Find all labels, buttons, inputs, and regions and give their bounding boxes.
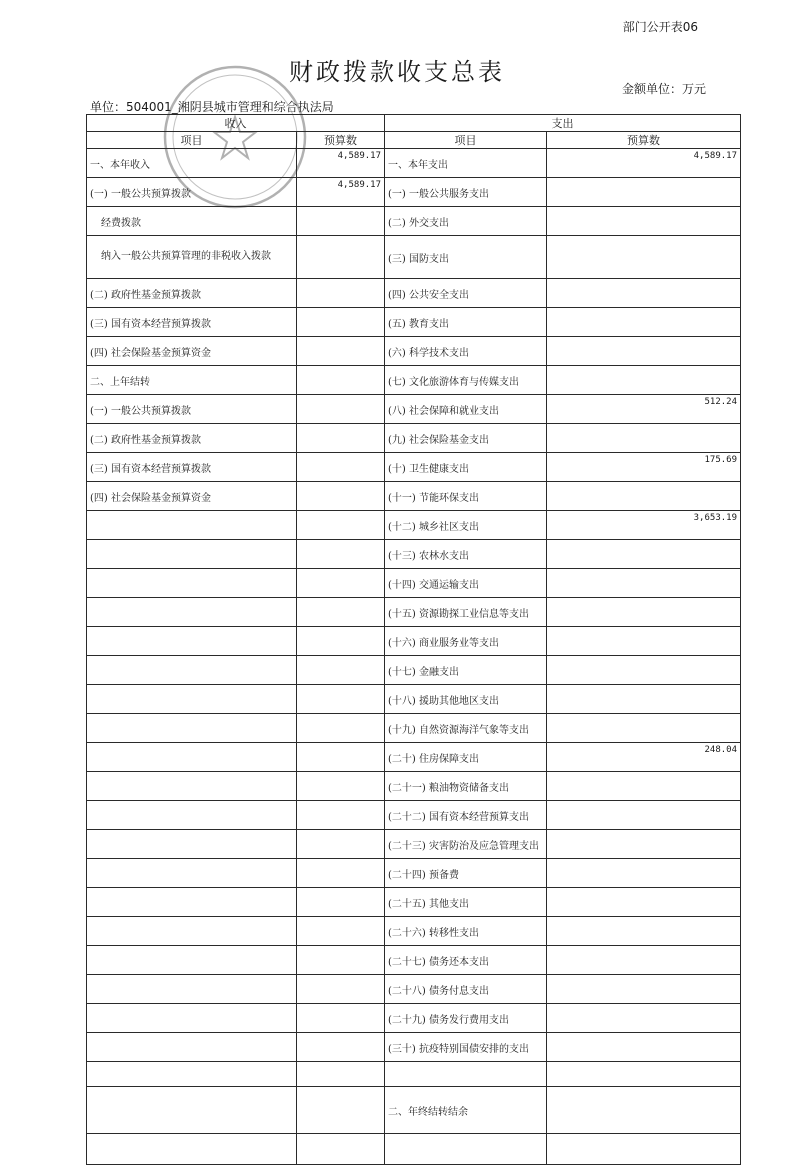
- table-row: [87, 511, 741, 540]
- table-row: [87, 1087, 741, 1134]
- expense-item-cell: (十三) 农林水支出: [385, 540, 547, 569]
- expense-budget-cell: 248.04: [547, 743, 741, 772]
- income-item-cell: (三) 国有资本经营预算拨款: [87, 453, 297, 482]
- expense-budget-cell: [547, 337, 741, 366]
- income-item-cell: (一) 一般公共预算拨款: [87, 395, 297, 424]
- table-row: [87, 888, 741, 917]
- table-row: [87, 569, 741, 598]
- expense-budget-cell: [547, 1062, 741, 1087]
- income-item-cell: (二) 政府性基金预算拨款: [87, 424, 297, 453]
- table-row: [87, 453, 741, 482]
- table-row: [87, 279, 741, 308]
- expense-item-cell: (二十二) 国有资本经营预算支出: [385, 801, 547, 830]
- table-row: [87, 540, 741, 569]
- expense-budget-cell: 512.24: [547, 395, 741, 424]
- table-row: [87, 917, 741, 946]
- expense-budget-cell: [547, 917, 741, 946]
- table-row: [87, 772, 741, 801]
- table-row: [87, 424, 741, 453]
- income-item-cell: [87, 540, 297, 569]
- expense-item-cell: (二十六) 转移性支出: [385, 917, 547, 946]
- income-budget-cell: [297, 1033, 385, 1062]
- income-budget-cell: [297, 627, 385, 656]
- expense-budget-cell: [547, 1087, 741, 1134]
- table-row: [87, 149, 741, 178]
- expense-budget-cell: [547, 946, 741, 975]
- expense-item-cell: (二) 外交支出: [385, 207, 547, 236]
- income-budget-cell: [297, 337, 385, 366]
- income-budget-cell: [297, 685, 385, 714]
- income-budget-cell: [297, 395, 385, 424]
- income-item-cell: [87, 801, 297, 830]
- expense-budget-cell: [547, 801, 741, 830]
- income-item-cell: (一) 一般公共预算拨款: [87, 178, 297, 207]
- income-budget-cell: [297, 482, 385, 511]
- expense-item-cell: (一) 一般公共服务支出: [385, 178, 547, 207]
- table-row: [87, 308, 741, 337]
- income-item-cell: [87, 511, 297, 540]
- income-budget-cell: [297, 888, 385, 917]
- income-budget-cell: [297, 714, 385, 743]
- expense-item-cell: (二十) 住房保障支出: [385, 743, 547, 772]
- income-item-cell: [87, 627, 297, 656]
- income-budget-cell: [297, 540, 385, 569]
- table-row: [87, 207, 741, 236]
- table-row: [87, 830, 741, 859]
- expense-item-cell: (二十八) 债务付息支出: [385, 975, 547, 1004]
- table-row: [87, 1004, 741, 1033]
- expense-budget-cell: [547, 279, 741, 308]
- expense-item-cell: [385, 1062, 547, 1087]
- income-item-cell: 二、上年结转: [87, 366, 297, 395]
- expense-item-cell: (三十) 抗疫特别国债安排的支出: [385, 1033, 547, 1062]
- income-budget-cell: [297, 1004, 385, 1033]
- income-item-cell: [87, 598, 297, 627]
- expense-budget-cell: [547, 1004, 741, 1033]
- income-item-cell: [87, 714, 297, 743]
- table-row: [87, 1134, 741, 1165]
- income-item-cell: [87, 772, 297, 801]
- income-budget-cell: [297, 1134, 385, 1165]
- income-item-cell: (四) 社会保险基金预算资金: [87, 337, 297, 366]
- income-item-cell: [87, 1033, 297, 1062]
- expense-budget-cell: [547, 236, 741, 279]
- income-item-cell: (三) 国有资本经营预算拨款: [87, 308, 297, 337]
- expense-budget-cell: [547, 1033, 741, 1062]
- income-item-cell: [87, 656, 297, 685]
- income-item-cell: [87, 1004, 297, 1033]
- income-budget-cell: [297, 917, 385, 946]
- income-item-cell: [87, 946, 297, 975]
- income-budget-column-header: 预算数: [297, 132, 385, 149]
- expense-budget-cell: [547, 685, 741, 714]
- expense-item-cell: (四) 公共安全支出: [385, 279, 547, 308]
- expense-budget-cell: [547, 772, 741, 801]
- expense-budget-cell: [547, 888, 741, 917]
- expense-budget-cell: [547, 569, 741, 598]
- expense-budget-column-header: 预算数: [547, 132, 741, 149]
- income-budget-cell: [297, 366, 385, 395]
- income-item-cell: [87, 888, 297, 917]
- income-budget-cell: [297, 656, 385, 685]
- document-id: 部门公开表06: [622, 20, 698, 34]
- table-row: [87, 236, 741, 279]
- table-row: [87, 656, 741, 685]
- expense-item-cell: (十七) 金融支出: [385, 656, 547, 685]
- expense-budget-cell: [547, 366, 741, 395]
- expense-budget-cell: [547, 482, 741, 511]
- section-header-row: [87, 115, 741, 132]
- expense-budget-cell: [547, 975, 741, 1004]
- income-budget-cell: [297, 975, 385, 1004]
- income-budget-cell: [297, 279, 385, 308]
- income-budget-cell: [297, 207, 385, 236]
- expense-budget-cell: [547, 424, 741, 453]
- expense-item-cell: (十六) 商业服务业等支出: [385, 627, 547, 656]
- income-budget-cell: [297, 424, 385, 453]
- table-row: [87, 627, 741, 656]
- income-item-cell: 经费拨款: [87, 207, 297, 236]
- expense-item-cell: (二十三) 灾害防治及应急管理支出: [385, 830, 547, 859]
- income-item-cell: (四) 社会保险基金预算资金: [87, 482, 297, 511]
- expense-item-cell: (十五) 资源勘探工业信息等支出: [385, 598, 547, 627]
- income-budget-cell: [297, 743, 385, 772]
- expense-item-cell: 一、本年支出: [385, 149, 547, 178]
- expense-item-cell: (五) 教育支出: [385, 308, 547, 337]
- income-budget-cell: [297, 511, 385, 540]
- income-item-cell: [87, 1062, 297, 1087]
- amount-unit-label: 金额单位：万元: [621, 82, 706, 96]
- expense-item-cell: (十二) 城乡社区支出: [385, 511, 547, 540]
- income-item-cell: [87, 1134, 297, 1165]
- expense-budget-cell: 4,589.17: [547, 149, 741, 178]
- expense-item-cell: 二、年终结转结余: [385, 1087, 547, 1134]
- table-row: [87, 946, 741, 975]
- income-budget-cell: [297, 236, 385, 279]
- income-item-cell: [87, 859, 297, 888]
- expense-item-cell: (十四) 交通运输支出: [385, 569, 547, 598]
- income-item-cell: [87, 1087, 297, 1134]
- expense-item-cell: (六) 科学技术支出: [385, 337, 547, 366]
- finance-summary-table: [86, 114, 741, 1165]
- expense-item-cell: (八) 社会保障和就业支出: [385, 395, 547, 424]
- income-section-header: 收入: [87, 115, 385, 132]
- expense-item-cell: (十一) 节能环保支出: [385, 482, 547, 511]
- income-budget-cell: [297, 830, 385, 859]
- table-row: [87, 859, 741, 888]
- column-header-row: [87, 132, 741, 149]
- table-row: [87, 685, 741, 714]
- table-row: [87, 743, 741, 772]
- income-budget-cell: [297, 598, 385, 627]
- expense-item-cell: (二十四) 预备费: [385, 859, 547, 888]
- income-item-cell: [87, 830, 297, 859]
- expense-item-cell: (九) 社会保险基金支出: [385, 424, 547, 453]
- expense-budget-cell: [547, 627, 741, 656]
- expense-budget-cell: [547, 598, 741, 627]
- expense-item-cell: (七) 文化旅游体育与传媒支出: [385, 366, 547, 395]
- income-budget-cell: [297, 801, 385, 830]
- expense-item-cell: (十) 卫生健康支出: [385, 453, 547, 482]
- table-row: [87, 1033, 741, 1062]
- expense-budget-cell: 175.69: [547, 453, 741, 482]
- expense-budget-cell: [547, 540, 741, 569]
- income-item-cell: [87, 569, 297, 598]
- income-budget-cell: 4,589.17: [297, 178, 385, 207]
- expense-item-cell: (二十七) 债务还本支出: [385, 946, 547, 975]
- income-budget-cell: 4,589.17: [297, 149, 385, 178]
- table-row: [87, 1062, 741, 1087]
- income-budget-cell: [297, 772, 385, 801]
- page-title: 财政拨款收支总表: [289, 58, 505, 86]
- income-item-cell: 纳入一般公共预算管理的非税收入拨款: [87, 236, 297, 279]
- table-row: [87, 598, 741, 627]
- expense-item-column-header: 项目: [385, 132, 547, 149]
- income-item-cell: (二) 政府性基金预算拨款: [87, 279, 297, 308]
- expense-item-cell: (二十九) 债务发行费用支出: [385, 1004, 547, 1033]
- income-budget-cell: [297, 946, 385, 975]
- expense-budget-cell: 3,653.19: [547, 511, 741, 540]
- table-row: [87, 366, 741, 395]
- table-row: [87, 714, 741, 743]
- expense-budget-cell: [547, 308, 741, 337]
- income-budget-cell: [297, 1062, 385, 1087]
- income-item-cell: 一、本年收入: [87, 149, 297, 178]
- unit-name-label: 单位：504001_湘阴县城市管理和综合执法局: [90, 100, 334, 114]
- expense-item-cell: [385, 1134, 547, 1165]
- expense-budget-cell: [547, 178, 741, 207]
- table-row: [87, 801, 741, 830]
- income-budget-cell: [297, 1087, 385, 1134]
- income-item-cell: [87, 743, 297, 772]
- expense-budget-cell: [547, 656, 741, 685]
- table-row: [87, 178, 741, 207]
- expense-item-cell: (二十一) 粮油物资储备支出: [385, 772, 547, 801]
- income-item-cell: [87, 685, 297, 714]
- expense-section-header: 支出: [385, 115, 741, 132]
- table-row: [87, 395, 741, 424]
- expense-budget-cell: [547, 714, 741, 743]
- income-budget-cell: [297, 859, 385, 888]
- expense-item-cell: (二十五) 其他支出: [385, 888, 547, 917]
- table-row: [87, 975, 741, 1004]
- expense-budget-cell: [547, 859, 741, 888]
- expense-item-cell: (十九) 自然资源海洋气象等支出: [385, 714, 547, 743]
- expense-item-cell: (三) 国防支出: [385, 236, 547, 279]
- expense-budget-cell: [547, 830, 741, 859]
- income-budget-cell: [297, 569, 385, 598]
- table-row: [87, 482, 741, 511]
- income-budget-cell: [297, 453, 385, 482]
- expense-budget-cell: [547, 1134, 741, 1165]
- table-row: [87, 337, 741, 366]
- income-budget-cell: [297, 308, 385, 337]
- income-item-column-header: 项目: [87, 132, 297, 149]
- income-item-cell: [87, 975, 297, 1004]
- income-item-cell: [87, 917, 297, 946]
- expense-budget-cell: [547, 207, 741, 236]
- expense-item-cell: (十八) 援助其他地区支出: [385, 685, 547, 714]
